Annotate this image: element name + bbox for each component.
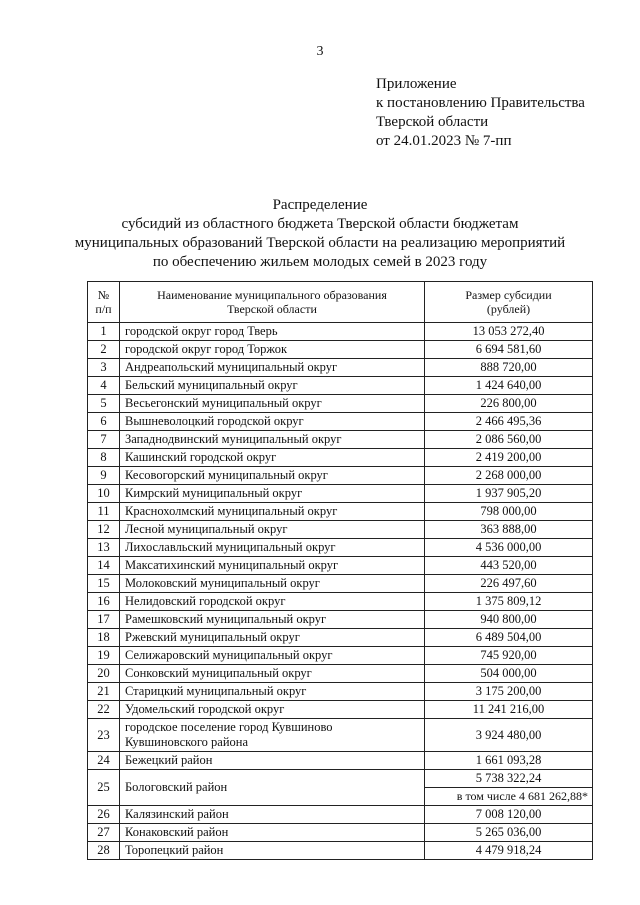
subsidy-amount: 226 800,00 bbox=[425, 395, 593, 413]
table-row bbox=[88, 503, 593, 521]
table-row bbox=[88, 575, 593, 593]
municipality-name: Старицкий муниципальный округ bbox=[120, 683, 425, 701]
row-number: 2 bbox=[88, 341, 120, 359]
subsidy-amount: 6 489 504,00 bbox=[425, 629, 593, 647]
municipality-name: Нелидовский городской округ bbox=[120, 593, 425, 611]
header-line: (рублей) bbox=[486, 302, 531, 316]
municipality-name: Западнодвинский муниципальный округ bbox=[120, 431, 425, 449]
row-number: 28 bbox=[88, 842, 120, 860]
row-number: 10 bbox=[88, 485, 120, 503]
municipality-name: Селижаровский муниципальный округ bbox=[120, 647, 425, 665]
appendix-line: от 24.01.2023 № 7-пп bbox=[376, 133, 512, 149]
table-row bbox=[88, 485, 593, 503]
table-row bbox=[88, 701, 593, 719]
appendix-line: Тверской области bbox=[376, 114, 489, 130]
title-line: Распределение bbox=[272, 197, 368, 213]
subsidy-amount: 6 694 581,60 bbox=[425, 341, 593, 359]
appendix-block bbox=[376, 75, 585, 151]
municipality-name: Торопецкий район bbox=[120, 842, 425, 860]
row-number: 1 bbox=[88, 323, 120, 341]
table-row bbox=[88, 395, 593, 413]
subsidy-amount: 798 000,00 bbox=[425, 503, 593, 521]
table-row bbox=[88, 719, 593, 752]
header-num bbox=[88, 282, 120, 323]
name-line: Кувшиновского района bbox=[125, 735, 249, 749]
table-row bbox=[88, 683, 593, 701]
subsidy-amount: 504 000,00 bbox=[425, 665, 593, 683]
title-line: по обеспечению жильем молодых семей в 2023 году bbox=[152, 254, 488, 270]
table-row bbox=[88, 323, 593, 341]
table-row bbox=[88, 359, 593, 377]
document-title bbox=[0, 196, 640, 272]
row-number: 23 bbox=[88, 719, 120, 752]
row-number: 14 bbox=[88, 557, 120, 575]
municipality-name: Лихославльский муниципальный округ bbox=[120, 539, 425, 557]
table-row bbox=[88, 431, 593, 449]
municipality-name: Бологовский район bbox=[120, 770, 425, 806]
municipality-name: Лесной муниципальный округ bbox=[120, 521, 425, 539]
municipality-name: Кесовогорский муниципальный округ bbox=[120, 467, 425, 485]
municipality-name: Вышневолоцкий городской округ bbox=[120, 413, 425, 431]
title-line: муниципальных образований Тверской области на реализацию мероприятий bbox=[74, 235, 566, 251]
header-line: п/п bbox=[95, 302, 112, 316]
row-number: 4 bbox=[88, 377, 120, 395]
name-line: городское поселение город Кувшиново bbox=[125, 720, 333, 734]
row-number: 27 bbox=[88, 824, 120, 842]
row-number: 18 bbox=[88, 629, 120, 647]
table-row bbox=[88, 770, 593, 788]
row-number: 16 bbox=[88, 593, 120, 611]
table-row bbox=[88, 665, 593, 683]
subsidy-sub-amount: в том числе 4 681 262,88* bbox=[425, 788, 593, 806]
municipality-name: Удомельский городской округ bbox=[120, 701, 425, 719]
row-number: 19 bbox=[88, 647, 120, 665]
title-line: субсидий из областного бюджета Тверской области бюджетам bbox=[121, 216, 519, 232]
subsidy-amount: 1 937 905,20 bbox=[425, 485, 593, 503]
row-number: 9 bbox=[88, 467, 120, 485]
subsidy-amount: 13 053 272,40 bbox=[425, 323, 593, 341]
subsidy-amount: 3 924 480,00 bbox=[425, 719, 593, 752]
appendix-line: Приложение bbox=[376, 76, 457, 92]
subsidy-amount: 1 375 809,12 bbox=[425, 593, 593, 611]
appendix-line: к постановлению Правительства bbox=[376, 95, 585, 111]
municipality-name: Ржевский муниципальный округ bbox=[120, 629, 425, 647]
municipality-name bbox=[120, 719, 425, 752]
subsidy-amount: 363 888,00 bbox=[425, 521, 593, 539]
row-number: 21 bbox=[88, 683, 120, 701]
table-row bbox=[88, 557, 593, 575]
subsidy-amount: 226 497,60 bbox=[425, 575, 593, 593]
municipality-name: Молоковский муниципальный округ bbox=[120, 575, 425, 593]
table-row bbox=[88, 521, 593, 539]
row-number: 26 bbox=[88, 806, 120, 824]
table-row bbox=[88, 629, 593, 647]
row-number: 17 bbox=[88, 611, 120, 629]
subsidy-amount: 7 008 120,00 bbox=[425, 806, 593, 824]
table-row bbox=[88, 824, 593, 842]
table-row bbox=[88, 467, 593, 485]
header-line: Размер субсидии bbox=[465, 288, 552, 302]
table-row bbox=[88, 611, 593, 629]
header-name bbox=[120, 282, 425, 323]
subsidy-amount: 745 920,00 bbox=[425, 647, 593, 665]
municipality-name: Сонковский муниципальный округ bbox=[120, 665, 425, 683]
subsidy-amount: 940 800,00 bbox=[425, 611, 593, 629]
subsidy-amount: 2 419 200,00 bbox=[425, 449, 593, 467]
page-number: 3 bbox=[316, 44, 324, 59]
table-row bbox=[88, 593, 593, 611]
municipality-name: Бежецкий район bbox=[120, 752, 425, 770]
table-row bbox=[88, 647, 593, 665]
municipality-name: Краснохолмский муниципальный округ bbox=[120, 503, 425, 521]
row-number: 12 bbox=[88, 521, 120, 539]
header-line: Наименование муниципального образования bbox=[157, 288, 387, 302]
row-number: 20 bbox=[88, 665, 120, 683]
municipality-name: Кашинский городской округ bbox=[120, 449, 425, 467]
subsidy-amount: 1 424 640,00 bbox=[425, 377, 593, 395]
subsidy-amount: 3 175 200,00 bbox=[425, 683, 593, 701]
row-number: 24 bbox=[88, 752, 120, 770]
municipality-name: Бельский муниципальный округ bbox=[120, 377, 425, 395]
municipality-name: городской округ город Торжок bbox=[120, 341, 425, 359]
row-number: 8 bbox=[88, 449, 120, 467]
table-header-row bbox=[88, 282, 593, 323]
municipality-name: Кимрский муниципальный округ bbox=[120, 485, 425, 503]
table-row bbox=[88, 752, 593, 770]
subsidy-table bbox=[87, 281, 593, 860]
municipality-name: Калязинский район bbox=[120, 806, 425, 824]
row-number: 11 bbox=[88, 503, 120, 521]
table-row bbox=[88, 842, 593, 860]
subsidy-amount: 2 086 560,00 bbox=[425, 431, 593, 449]
table-row bbox=[88, 341, 593, 359]
row-number: 25 bbox=[88, 770, 120, 806]
municipality-name: городской округ город Тверь bbox=[120, 323, 425, 341]
header-amount bbox=[425, 282, 593, 323]
subsidy-amount: 2 268 000,00 bbox=[425, 467, 593, 485]
subsidy-amount: 11 241 216,00 bbox=[425, 701, 593, 719]
municipality-name: Андреапольский муниципальный округ bbox=[120, 359, 425, 377]
subsidy-amount: 888 720,00 bbox=[425, 359, 593, 377]
header-line: № bbox=[97, 288, 110, 302]
municipality-name: Конаковский район bbox=[120, 824, 425, 842]
row-number: 3 bbox=[88, 359, 120, 377]
table-body bbox=[88, 323, 593, 860]
row-number: 6 bbox=[88, 413, 120, 431]
table-row bbox=[88, 449, 593, 467]
municipality-name: Весьегонский муниципальный округ bbox=[120, 395, 425, 413]
municipality-name: Максатихинский муниципальный округ bbox=[120, 557, 425, 575]
table-row bbox=[88, 377, 593, 395]
table-row bbox=[88, 806, 593, 824]
row-number: 13 bbox=[88, 539, 120, 557]
subsidy-amount: 5 738 322,24 bbox=[425, 770, 593, 788]
subsidy-amount: 1 661 093,28 bbox=[425, 752, 593, 770]
subsidy-amount: 4 479 918,24 bbox=[425, 842, 593, 860]
row-number: 5 bbox=[88, 395, 120, 413]
row-number: 15 bbox=[88, 575, 120, 593]
subsidy-amount: 4 536 000,00 bbox=[425, 539, 593, 557]
table-row bbox=[88, 413, 593, 431]
subsidy-amount: 443 520,00 bbox=[425, 557, 593, 575]
municipality-name: Рамешковский муниципальный округ bbox=[120, 611, 425, 629]
subsidy-amount: 2 466 495,36 bbox=[425, 413, 593, 431]
row-number: 22 bbox=[88, 701, 120, 719]
table-row bbox=[88, 539, 593, 557]
header-line: Тверской области bbox=[227, 302, 317, 316]
row-number: 7 bbox=[88, 431, 120, 449]
subsidy-amount: 5 265 036,00 bbox=[425, 824, 593, 842]
